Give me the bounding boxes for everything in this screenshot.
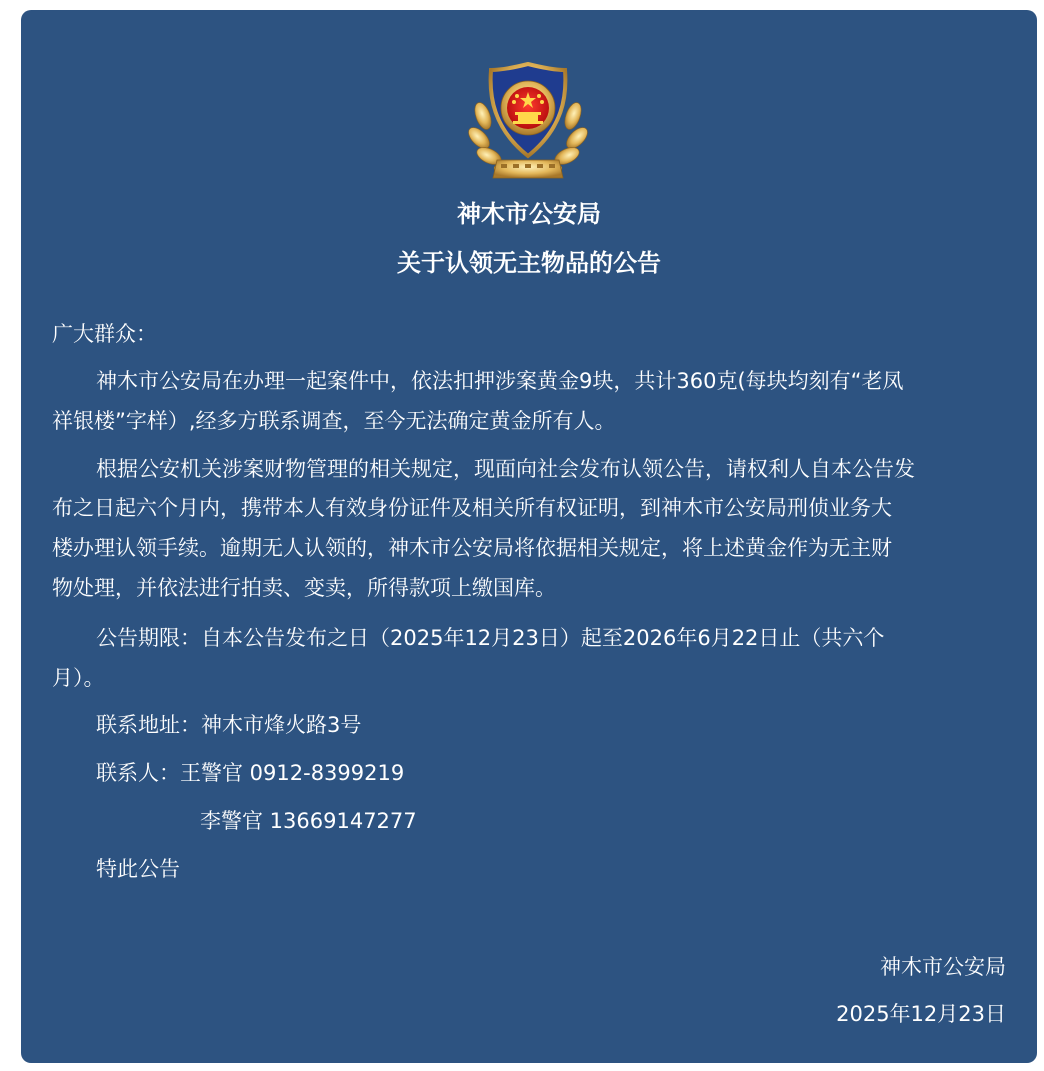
contact-person-2: 李警官 13669147277	[200, 809, 417, 833]
page-title: 神木市公安局	[457, 200, 601, 228]
paragraph-1-line-2: 祥银楼”字样）,经多方联系调查，至今无法确定黄金所有人。	[52, 409, 616, 433]
page-subtitle: 关于认领无主物品的公告	[397, 249, 661, 277]
paragraph-2-line-2: 布之日起六个月内，携带本人有效身份证件及相关所有权证明，到神木市公安局刑侦业务大	[52, 496, 892, 520]
paragraph-2-line-1: 根据公安机关涉案财物管理的相关规定，现面向社会发布认领公告，请权利人自本公告发	[96, 457, 915, 481]
paragraph-3-line-2: 月）。	[52, 666, 105, 690]
announcement-card	[21, 10, 1037, 1063]
salutation: 广大群众：	[52, 322, 157, 346]
paragraph-1-line-1: 神木市公安局在办理一起案件中，依法扣押涉案黄金9块，共计360克(每块均刻有“老凤	[96, 369, 904, 393]
contact-person-1: 联系人：王警官 0912-8399219	[96, 761, 405, 785]
paragraph-2-line-4: 物处理，并依法进行拍卖、变卖，所得款项上缴国库。	[52, 576, 556, 600]
signature-date: 2025年12月23日	[836, 1002, 1006, 1026]
closing-text: 特此公告	[96, 857, 180, 881]
contact-address: 联系地址：神木市烽火路3号	[96, 713, 362, 737]
paragraph-2-line-3: 楼办理认领手续。逾期无人认领的，神木市公安局将依据相关规定，将上述黄金作为无主财	[52, 536, 892, 560]
police-emblem-icon	[467, 56, 589, 184]
paragraph-3-line-1: 公告期限：自本公告发布之日（2025年12月23日）起至2026年6月22日止（共六个	[96, 626, 885, 650]
signature-org: 神木市公安局	[880, 955, 1006, 979]
